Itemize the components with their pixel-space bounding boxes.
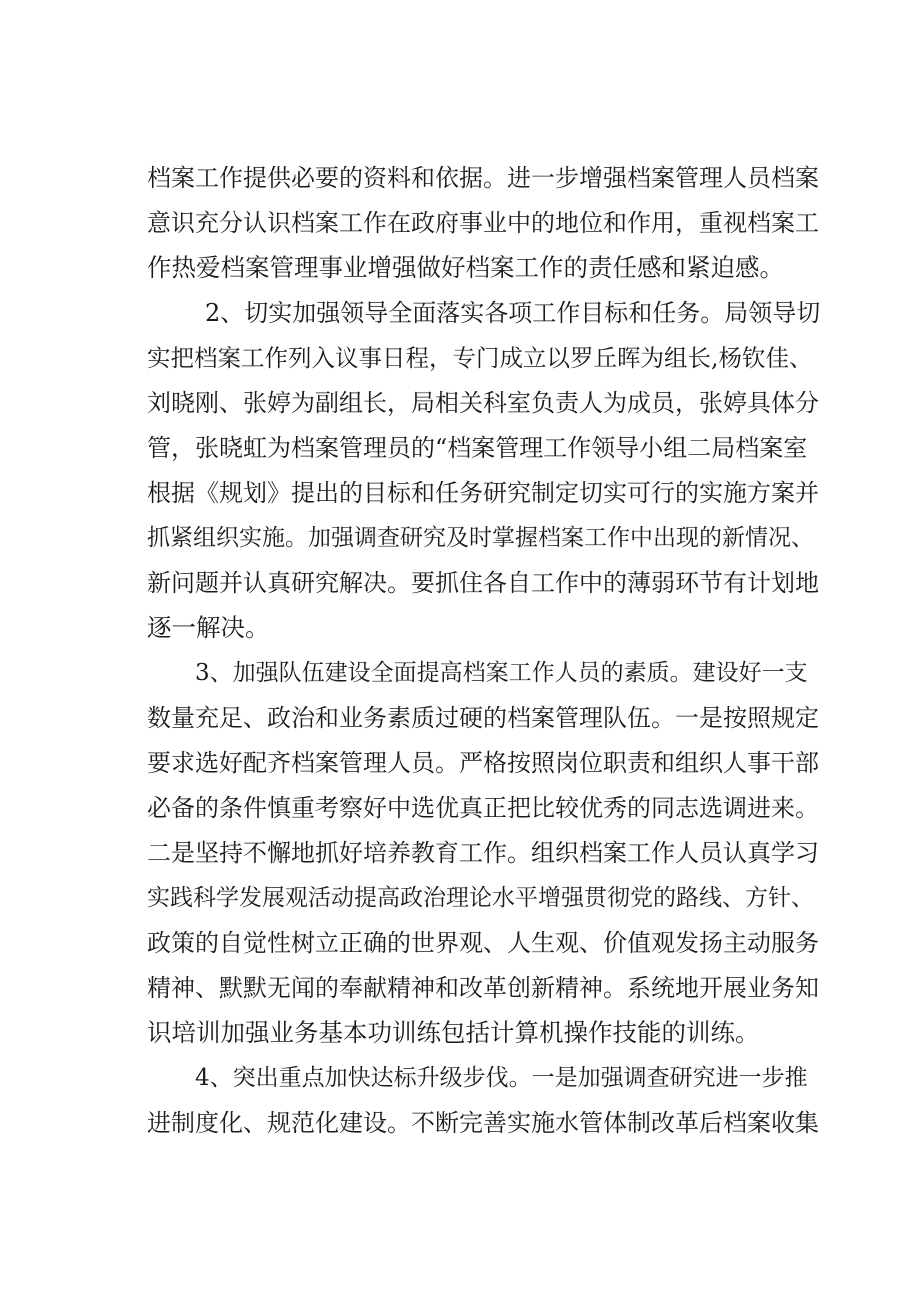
text-line: 要求选好配齐档案管理人员。严格按照岗位职责和组织人事干部 [147,749,819,777]
text-line: 识培训加强业务基本功训练包括计算机操作技能的训练。 [147,1018,760,1047]
text-line: 作热爱档案管理事业增强做好档案工作的责任感和紧迫感。 [147,253,784,282]
text-line: 3、加强队伍建设全面提高档案工作人员的素质。建设好一支 [195,660,808,686]
text-line: 2、切实加强领导全面落实各项工作目标和任务。局领导切 [205,299,821,327]
text-line: 实践科学发展观活动提高政治理论水平增强贯彻党的路线、方针、 [147,885,814,911]
text-line: 抓紧组织实施。加强调查研究及时掌握档案工作中出现的新情况、 [147,525,814,551]
text-line: 4、突出重点加快达标升级步伐。一是加强调查研究进一步推 [195,1065,808,1091]
text-line: 新问题并认真研究解决。要抓住各自工作中的薄弱环节有计划地 [147,569,819,597]
text-line: 管，张晓虹为档案管理员的“档案管理工作领导小组二局档案室 [147,434,808,462]
text-line: 数量充足、政治和业务素质过硬的档案管理队伍。一是按照规定 [147,704,819,732]
text-line: 刘晓刚、张婷为副组长，局相关科室负责人为成员，张婷具体分 [147,389,819,417]
text-line: 必备的条件慎重考察好中选优真正把比较优秀的同志选调进来。 [147,794,819,822]
text-line: 档案工作提供必要的资料和依据。进一步增强档案管理人员档案 [147,164,819,192]
text-line: 实把档案工作列入议事日程，专门成立以罗丘晖为组长,杨钦佳、 [147,344,813,372]
text-line: 政策的自觉性树立正确的世界观、人生观、价值观发扬主动服务 [147,929,819,957]
text-line: 精神、默默无闻的奉献精神和改革创新精神。系统地开展业务知 [147,974,819,1002]
text-line: 进制度化、规范化建设。不断完善实施水管体制改革后档案收集 [147,1109,819,1137]
text-line: 逐一解决。 [147,613,270,642]
text-line: 二是坚持不懈地抓好培养教育工作。组织档案工作人员认真学习 [147,839,819,867]
text-line: 根据《规划》提出的目标和任务研究制定切实可行的实施方案并 [147,479,819,507]
text-line: 意识充分认识档案工作在政府事业中的地位和作用，重视档案工 [147,209,819,237]
